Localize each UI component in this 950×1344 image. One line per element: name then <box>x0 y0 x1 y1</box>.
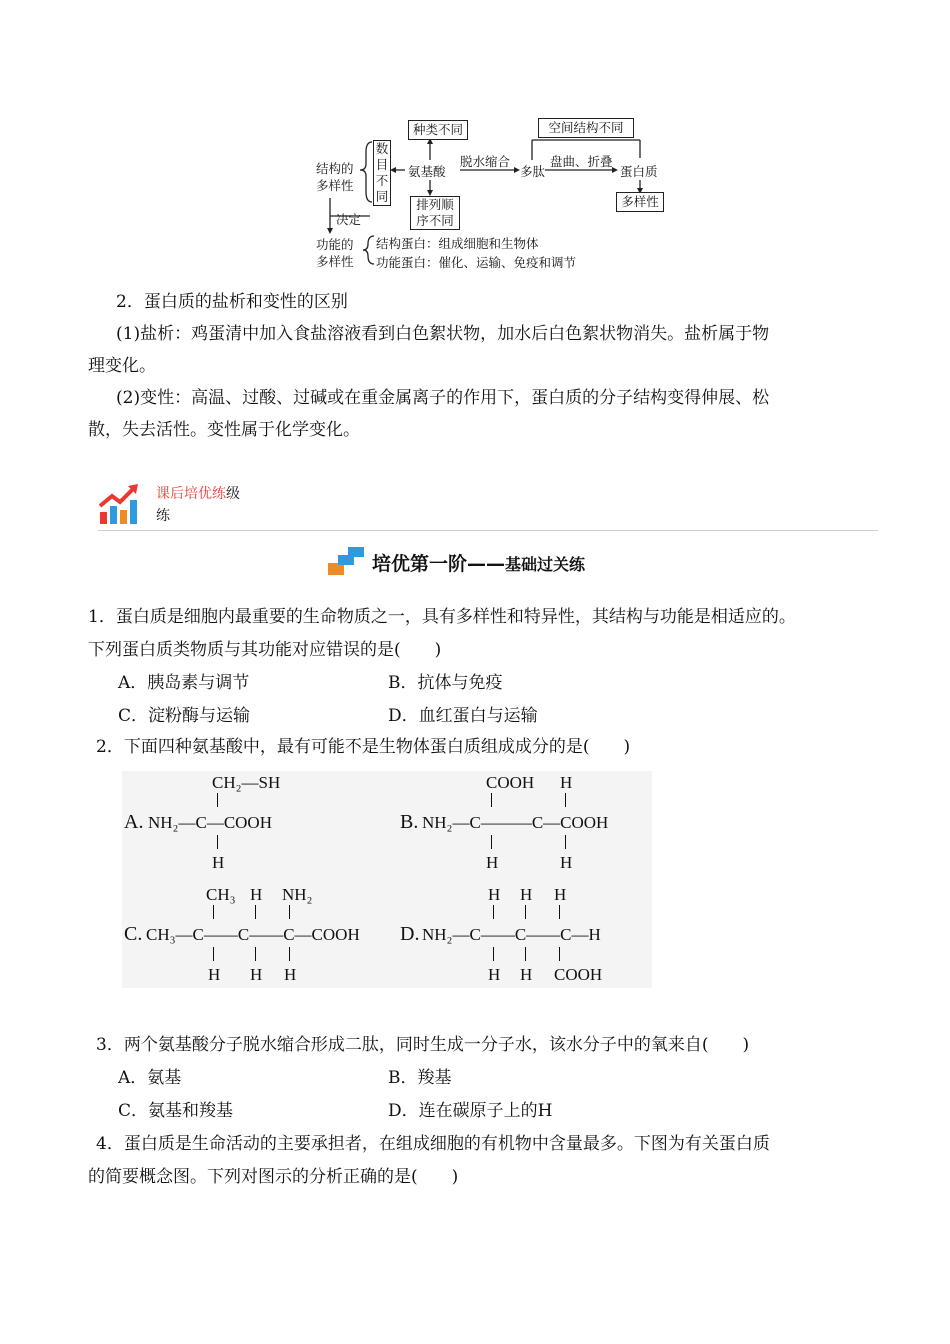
q1-stem-line2: 下列蛋白质类物质与其功能对应错误的是( ) <box>88 640 442 660</box>
structure-c-bond-top2 <box>255 905 256 919</box>
structure-d-top2: H <box>520 885 533 904</box>
protein-label: 蛋白质 <box>620 164 658 179</box>
q1-option-c[interactable]: C．淀粉酶与运输 <box>118 706 251 726</box>
structure-b-bottom1: H <box>486 853 499 872</box>
structure-b-top1: COOH <box>486 773 535 792</box>
structure-d-top1: H <box>488 885 501 904</box>
structure-c-bond-bottom2 <box>255 947 256 961</box>
q1-option-d[interactable]: D．血红蛋白与运输 <box>388 706 538 726</box>
practice-banner <box>98 480 878 532</box>
functional-protein-label: 功能蛋白：催化、运输、免疫和调节 <box>376 255 577 270</box>
structure-b-label: B. <box>400 811 419 833</box>
structure-d-main: NH₂—C——C——C—H <box>422 925 601 944</box>
structure-d-bond-top2 <box>525 905 526 919</box>
structure-a-label: A. <box>124 811 144 833</box>
dehydration-label: 脱水缩合 <box>460 154 511 169</box>
polypeptide-label: 多肽 <box>520 164 546 179</box>
q3-option-d[interactable]: D．连在碳原子上的H <box>388 1101 553 1121</box>
structure-c-main: CH₃—C——C——C—COOH <box>146 925 360 944</box>
diversity-box: 多样性 <box>616 192 664 212</box>
structure-a-top: CH₂—SH <box>212 773 281 792</box>
q2-stem: 2．下面四种氨基酸中，最有可能不是生物体蛋白质组成成分的是( ) <box>96 737 631 757</box>
structure-a-main: NH₂—C—COOH <box>148 813 272 832</box>
order-diff-box: 排列顺序不同 <box>410 196 460 230</box>
amino-acid-label: 氨基酸 <box>408 164 446 179</box>
structure-c-bottom3: H <box>284 965 297 984</box>
folding-label: 盘曲、折叠 <box>550 154 613 169</box>
q3-option-c[interactable]: C．氨基和羧基 <box>118 1101 234 1121</box>
structure-a-bond-bottom <box>217 835 218 849</box>
banner-red-text: 课后培优练 <box>156 486 226 502</box>
banner-line2: 练 <box>156 508 170 524</box>
banner-title <box>156 484 240 504</box>
tier-title-wrap <box>372 549 585 576</box>
structure-d-bond-top3 <box>559 905 560 919</box>
structure-c-bottom1: H <box>208 965 221 984</box>
structure-b-bond-bottom2 <box>565 835 566 849</box>
structure-c-top1: CH₃ <box>206 885 236 904</box>
q3-option-b[interactable]: B．羧基 <box>388 1068 452 1088</box>
kind-diff-box: 种类不同 <box>408 120 468 140</box>
structure-c-bond-bottom3 <box>289 947 290 961</box>
structure-a-bond-top <box>217 793 218 807</box>
structure-d-label: D. <box>400 923 420 945</box>
structure-d-bottom2: H <box>520 965 533 984</box>
q1-stem-line1: 1．蛋白质是细胞内最重要的生命物质之一，具有多样性和特异性，其结构与功能是相适应的。 <box>88 607 796 627</box>
structure-c-bond-top1 <box>213 905 214 919</box>
structural-diversity-label: 结构的 多样性 <box>316 161 354 193</box>
q1-option-a[interactable]: A．胰岛素与调节 <box>118 673 250 693</box>
amino-acid-structures <box>122 771 652 988</box>
structure-c-bond-top3 <box>289 905 290 919</box>
banner-divider <box>98 530 878 531</box>
protein-concept-diagram <box>300 112 680 272</box>
structure-d-bond-bottom3 <box>559 947 560 961</box>
tier-heading <box>326 545 656 581</box>
structure-d-top3: H <box>554 885 567 904</box>
number-diff-box: 数目不同 <box>373 140 391 206</box>
q1-option-b[interactable]: B．抗体与免疫 <box>388 673 503 693</box>
structure-d-bottom3: COOH <box>554 965 603 984</box>
structure-c-top3: NH₂ <box>282 885 313 904</box>
functional-diversity-label: 功能的 多样性 <box>316 237 354 269</box>
banner-black-text: 级 <box>226 486 240 502</box>
salting-out-line2: 理变化。 <box>88 356 156 376</box>
structure-c-bond-bottom1 <box>213 947 214 961</box>
stairs-icon <box>326 547 366 577</box>
structure-b-top2: H <box>560 773 573 792</box>
structure-d-bottom1: H <box>488 965 501 984</box>
q4-stem-line2: 的简要概念图。下列对图示的分析正确的是( ) <box>88 1167 459 1187</box>
structure-b-bond-bottom1 <box>491 835 492 849</box>
structure-c-bottom2: H <box>250 965 263 984</box>
denaturation-line2: 散，失去活性。变性属于化学变化。 <box>88 420 360 440</box>
structure-b-bottom2: H <box>560 853 573 872</box>
determine-label: 决定 <box>336 212 362 227</box>
structure-a-bottom: H <box>212 853 225 872</box>
tier-subtitle: 基础过关练 <box>505 555 586 574</box>
structural-protein-label: 结构蛋白：组成细胞和生物体 <box>376 236 539 251</box>
tier-title: 培优第一阶—— <box>372 553 506 575</box>
spatial-diff-box: 空间结构不同 <box>538 118 634 138</box>
structure-b-bond-top1 <box>491 793 492 807</box>
structure-b-bond-top2 <box>565 793 566 807</box>
structure-d-bond-top1 <box>493 905 494 919</box>
q3-option-a[interactable]: A．氨基 <box>118 1068 182 1088</box>
section2-heading: 2．蛋白质的盐析和变性的区别 <box>116 292 348 312</box>
q3-stem: 3．两个氨基酸分子脱水缩合形成二肽，同时生成一分子水，该水分子中的氧来自( ) <box>96 1035 750 1055</box>
salting-out-line1: (1)盐析：鸡蛋清中加入食盐溶液看到白色絮状物，加水后白色絮状物消失。盐析属于物 <box>116 324 770 344</box>
structure-c-label: C. <box>124 923 143 945</box>
structure-c-top2: H <box>250 885 263 904</box>
structure-b-main: NH₂—C———C—COOH <box>422 813 609 832</box>
growth-chart-icon <box>98 482 146 526</box>
denaturation-line1: (2)变性：高温、过酸、过碱或在重金属离子的作用下，蛋白质的分子结构变得伸展、松 <box>116 388 770 408</box>
structure-d-bond-bottom2 <box>525 947 526 961</box>
q4-stem-line1: 4．蛋白质是生命活动的主要承担者，在组成细胞的有机物中含量最多。下图为有关蛋白质 <box>96 1134 770 1154</box>
structure-d-bond-bottom1 <box>493 947 494 961</box>
